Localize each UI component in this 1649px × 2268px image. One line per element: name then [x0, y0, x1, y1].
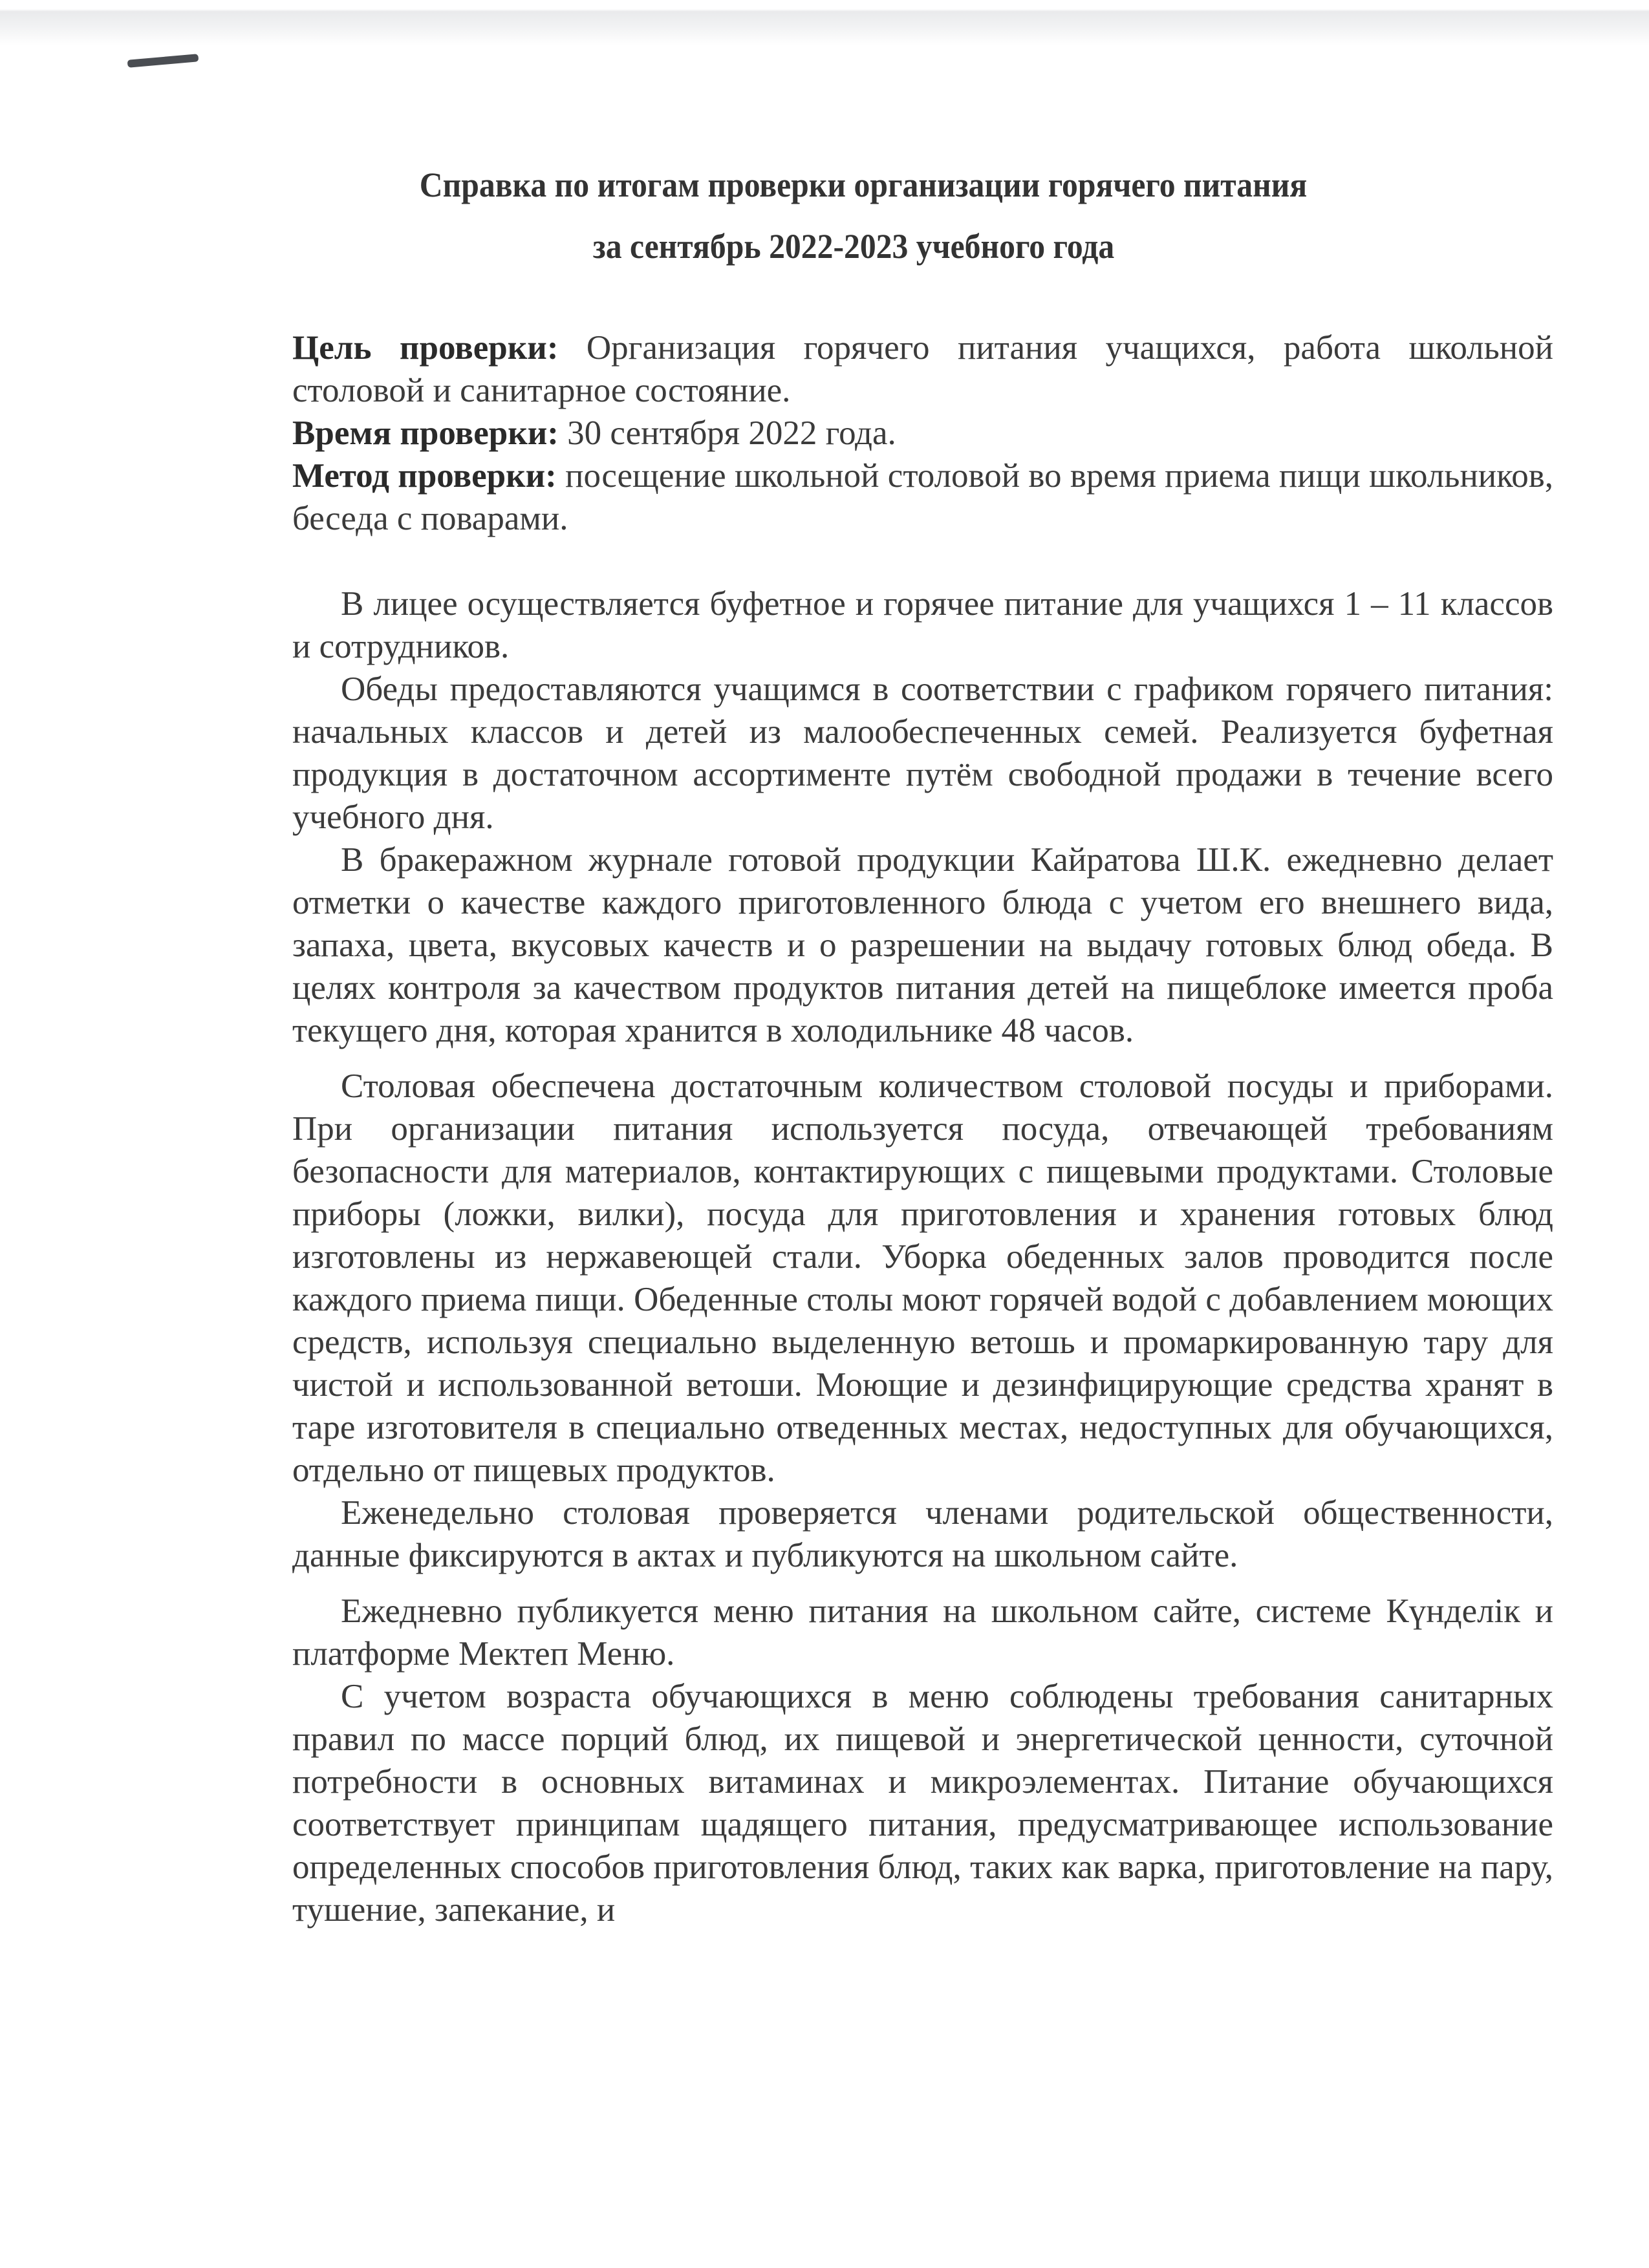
paragraph-journal: В бракеражном журнале готовой продукции Кайратова Ш.К. ежедневно делает отметки о качестве каждого приготовленного блюда с учетом его внешнего вида, запаха, цвета, вкусовых качеств и о разрешении на выдачу готовых блюд обеда. В целях контроля за качеством продуктов питания детей на пищеблоке имеется проба текущего дня, которая хранится в холодильнике 48 часов. [292, 841, 1553, 1049]
meta-purpose-label: Цель проверки: [292, 329, 559, 367]
document-title-line-1: Справка по итогам проверки организации горячего питания [419, 166, 1308, 204]
scan-shadow [0, 0, 1649, 45]
paragraph-dining-room: Столовая обеспечена достаточным количеством столовой посуды и приборами. При организации питания используется посуда, отвечающей требованиям безопасности для материалов, контактирующих с пищевыми продуктами. Столовые приборы (ложки, вилки), посуда для приготовления и хранения готовых блюд изготовлены из нержавеющей стали. Уборка обеденных залов проводится после каждого приема пищи. Обеденные столы моют горячей водой с добавлением моющих средств, используя специально выделенную ветошь и промаркированную тару для чистой и использованной ветоши. Моющие и дезинфицирующие средства хранят в таре изготовителя в специально отведенных местах, недоступных для обучающихся, отдельно от пищевых продуктов. [292, 1067, 1553, 1489]
paragraph-menu-requirements: С учетом возраста обучающихся в меню соблюдены требования санитарных правил по массе порций блюд, их пищевой и энергетической ценности, суточной потребности в основных витаминах и микроэлементах. Питание обучающихся соответствует принципам щадящего питания, предусматривающее использование определенных способов приготовления блюд, таких как варка, приготовление на пару, тушение, запекание, и [292, 1678, 1553, 1929]
meta-time-label: Время проверки: [292, 414, 559, 452]
pen-mark [127, 54, 199, 68]
meta-method [292, 455, 1553, 540]
meta-time [292, 412, 1553, 455]
paragraph-catering: В лицее осуществляется буфетное и горячее питание для учащихся 1 – 11 классов и сотрудников. [292, 585, 1553, 665]
meta-time-value: 30 сентября 2022 года. [567, 414, 896, 452]
paragraph-weekly-check: Еженедельно столовая проверяется членами родительской общественности, данные фиксируются в актах и публикуются на школьном сайте. [292, 1494, 1553, 1574]
document-title-line-2: за сентябрь 2022-2023 учебного года [592, 227, 1115, 266]
meta-purpose [292, 326, 1553, 412]
paragraph-daily-menu: Ежедневно публикуется меню питания на школьном сайте, системе Күнделік и платформе Мектеп Меню. [292, 1592, 1553, 1673]
meta-method-value: посещение школьной столовой во время приема пищи школьников, беседа с поварами. [292, 457, 1554, 537]
document-body [292, 326, 1553, 1931]
meta-purpose-value: Организация горячего питания учащихся, работа школьной столовой и санитарное состояние. [292, 329, 1553, 409]
paragraph-lunches: Обеды предоставляются учащимся в соответствии с графиком горячего питания: начальных классов и детей из малообеспеченных семей. Реализуется буфетная продукция в достаточном ассортименте путём свободной продажи в течение всего учебного дня. [292, 670, 1553, 836]
meta-method-label: Метод проверки: [292, 457, 557, 495]
